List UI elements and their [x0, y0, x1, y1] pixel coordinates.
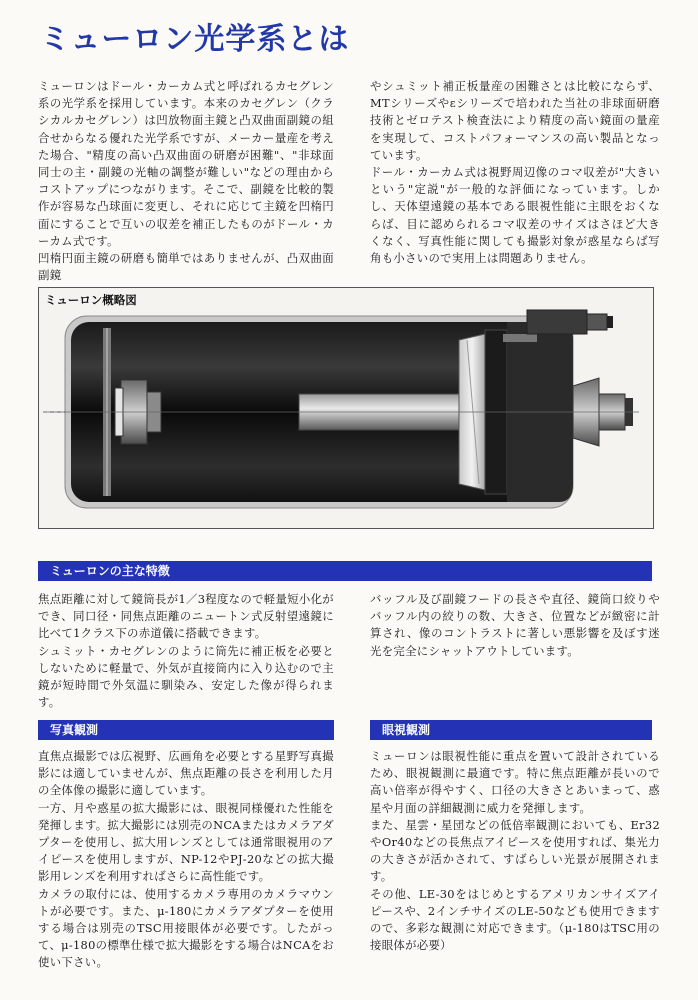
page-title: ミューロン光学系とは: [40, 22, 350, 57]
features-right-text: バッフル及び副鏡フードの長さや直径、鏡筒口絞りやバッフル内の絞りの数、大きさ、位置などが緻密に計算され、像のコントラストに著しい悪影響を及ぼす迷光を完全にシャットアウトしています。: [370, 592, 660, 658]
photo-heading: 写真観測: [38, 720, 334, 740]
features-left-text: 焦点距離に対して鏡筒長が1／3程度なので軽量短小化ができ、同口径・同焦点距離のニュートン式反射望遠鏡に比べて1クラス下の赤道儀に搭載できます。 シュミット・カセグレンのように筒先に補正板を必要としないために軽量で、外気が直接筒内に入り込むので主鏡が短時間で外気温に馴染み、安定した像が得られます。: [38, 592, 334, 710]
features-heading: ミューロンの主な特徴: [38, 561, 652, 581]
finder-mount: [503, 334, 537, 342]
mewlon-diagram: [38, 287, 654, 529]
visual-text: ミューロンは眼視性能に重点を置いて設計されているため、眼視観測に最適です。特に焦点距離が長いので高い倍率が得やすく、口径の大きさとあいまって、惑星や月面の詳細観測に威力を発揮します。 また、星雲・星団などの低倍率観測においても、Er32やOr40などの長焦点アイピースを使用すれば、集光力の大きさが活かされて、すばらしい光景が展開されます。 その他、LE-30をはじめとするアメリカンサイズアイピースや、2インチサイズのLE-50なども使用できますので、多彩な観測に対応できます。（μ-180はTSC用の接眼体が必要）: [370, 749, 660, 953]
diagram-label: ミューロン概略図: [45, 293, 137, 307]
finder-scope: [527, 310, 587, 334]
visual-heading: 眼視観測: [370, 720, 652, 740]
intro-right-text: やシュミット補正板量産の困難さとは比較にならず、MTシリーズやεシリーズで培われた当社の非球面研磨技術とゼロテスト検査法により精度の高い鏡面の量産を実現して、コストパフォーマンスの高い製品となっています。 ドール・カーカム式は視野周辺像のコマ収差が"大きいという"定説"が一般的な評価になっています。しかし、天体望遠鏡の基本である眼視性能に主眼をおくならば、目に認められるコマ収差のサイズはさほど大きくなく、写真性能に関しても撮影対象が惑星ならば写角も小さいので実用上は問題ありません。: [370, 79, 660, 266]
telescope-illustration: [39, 288, 653, 528]
finder-eyepiece: [587, 314, 607, 330]
intro-left-text: ミューロンはドール・カーカム式と呼ばれるカセグレン系の光学系を採用しています。本来のカセグレン（クラシカルカセグレン）は凹放物面主鏡と凸双曲面副鏡の組合せからなる優れた光学系ですが、メーカー量産を考えた場合、"精度の高い凸双曲面の研磨が困難"、"非球面同士の主・副鏡の光軸の調整が難しい"などの理由からコストアップにつながります。そこで、副鏡を比較的製作が容易な凸球面に変更し、それに応じて主鏡を凹楕円面にすることで互いの収差を補正したものがドール・カーカム式です。 凹楕円面主鏡の研磨も簡単ではありませんが、凸双曲面副鏡: [38, 79, 334, 283]
photo-text: 直焦点撮影では広視野、広画角を必要とする星野写真撮影には適していませんが、焦点距離の長さを利用した月の全体像の撮影に適しています。 一方、月や惑星の拡大撮影には、眼視同様優れた性能を発揮します。拡大撮影には別売のNCAまたはカメラアダプターを使用し、拡大用レンズとしては通常眼視用のアイピースを使用しますが、NP-12やPJ-20などの拡大撮影用レンズを利用すればさらに高性能です。 カメラの取付には、使用するカメラ専用のカメラマウントが必要です。また、μ-180にカメラアダプターを使用する場合は別売のTSC用接眼体が必要です。したがって、μ-180の標準仕様で拡大撮影をする場合はNCAをお使い下さい。: [38, 749, 334, 970]
